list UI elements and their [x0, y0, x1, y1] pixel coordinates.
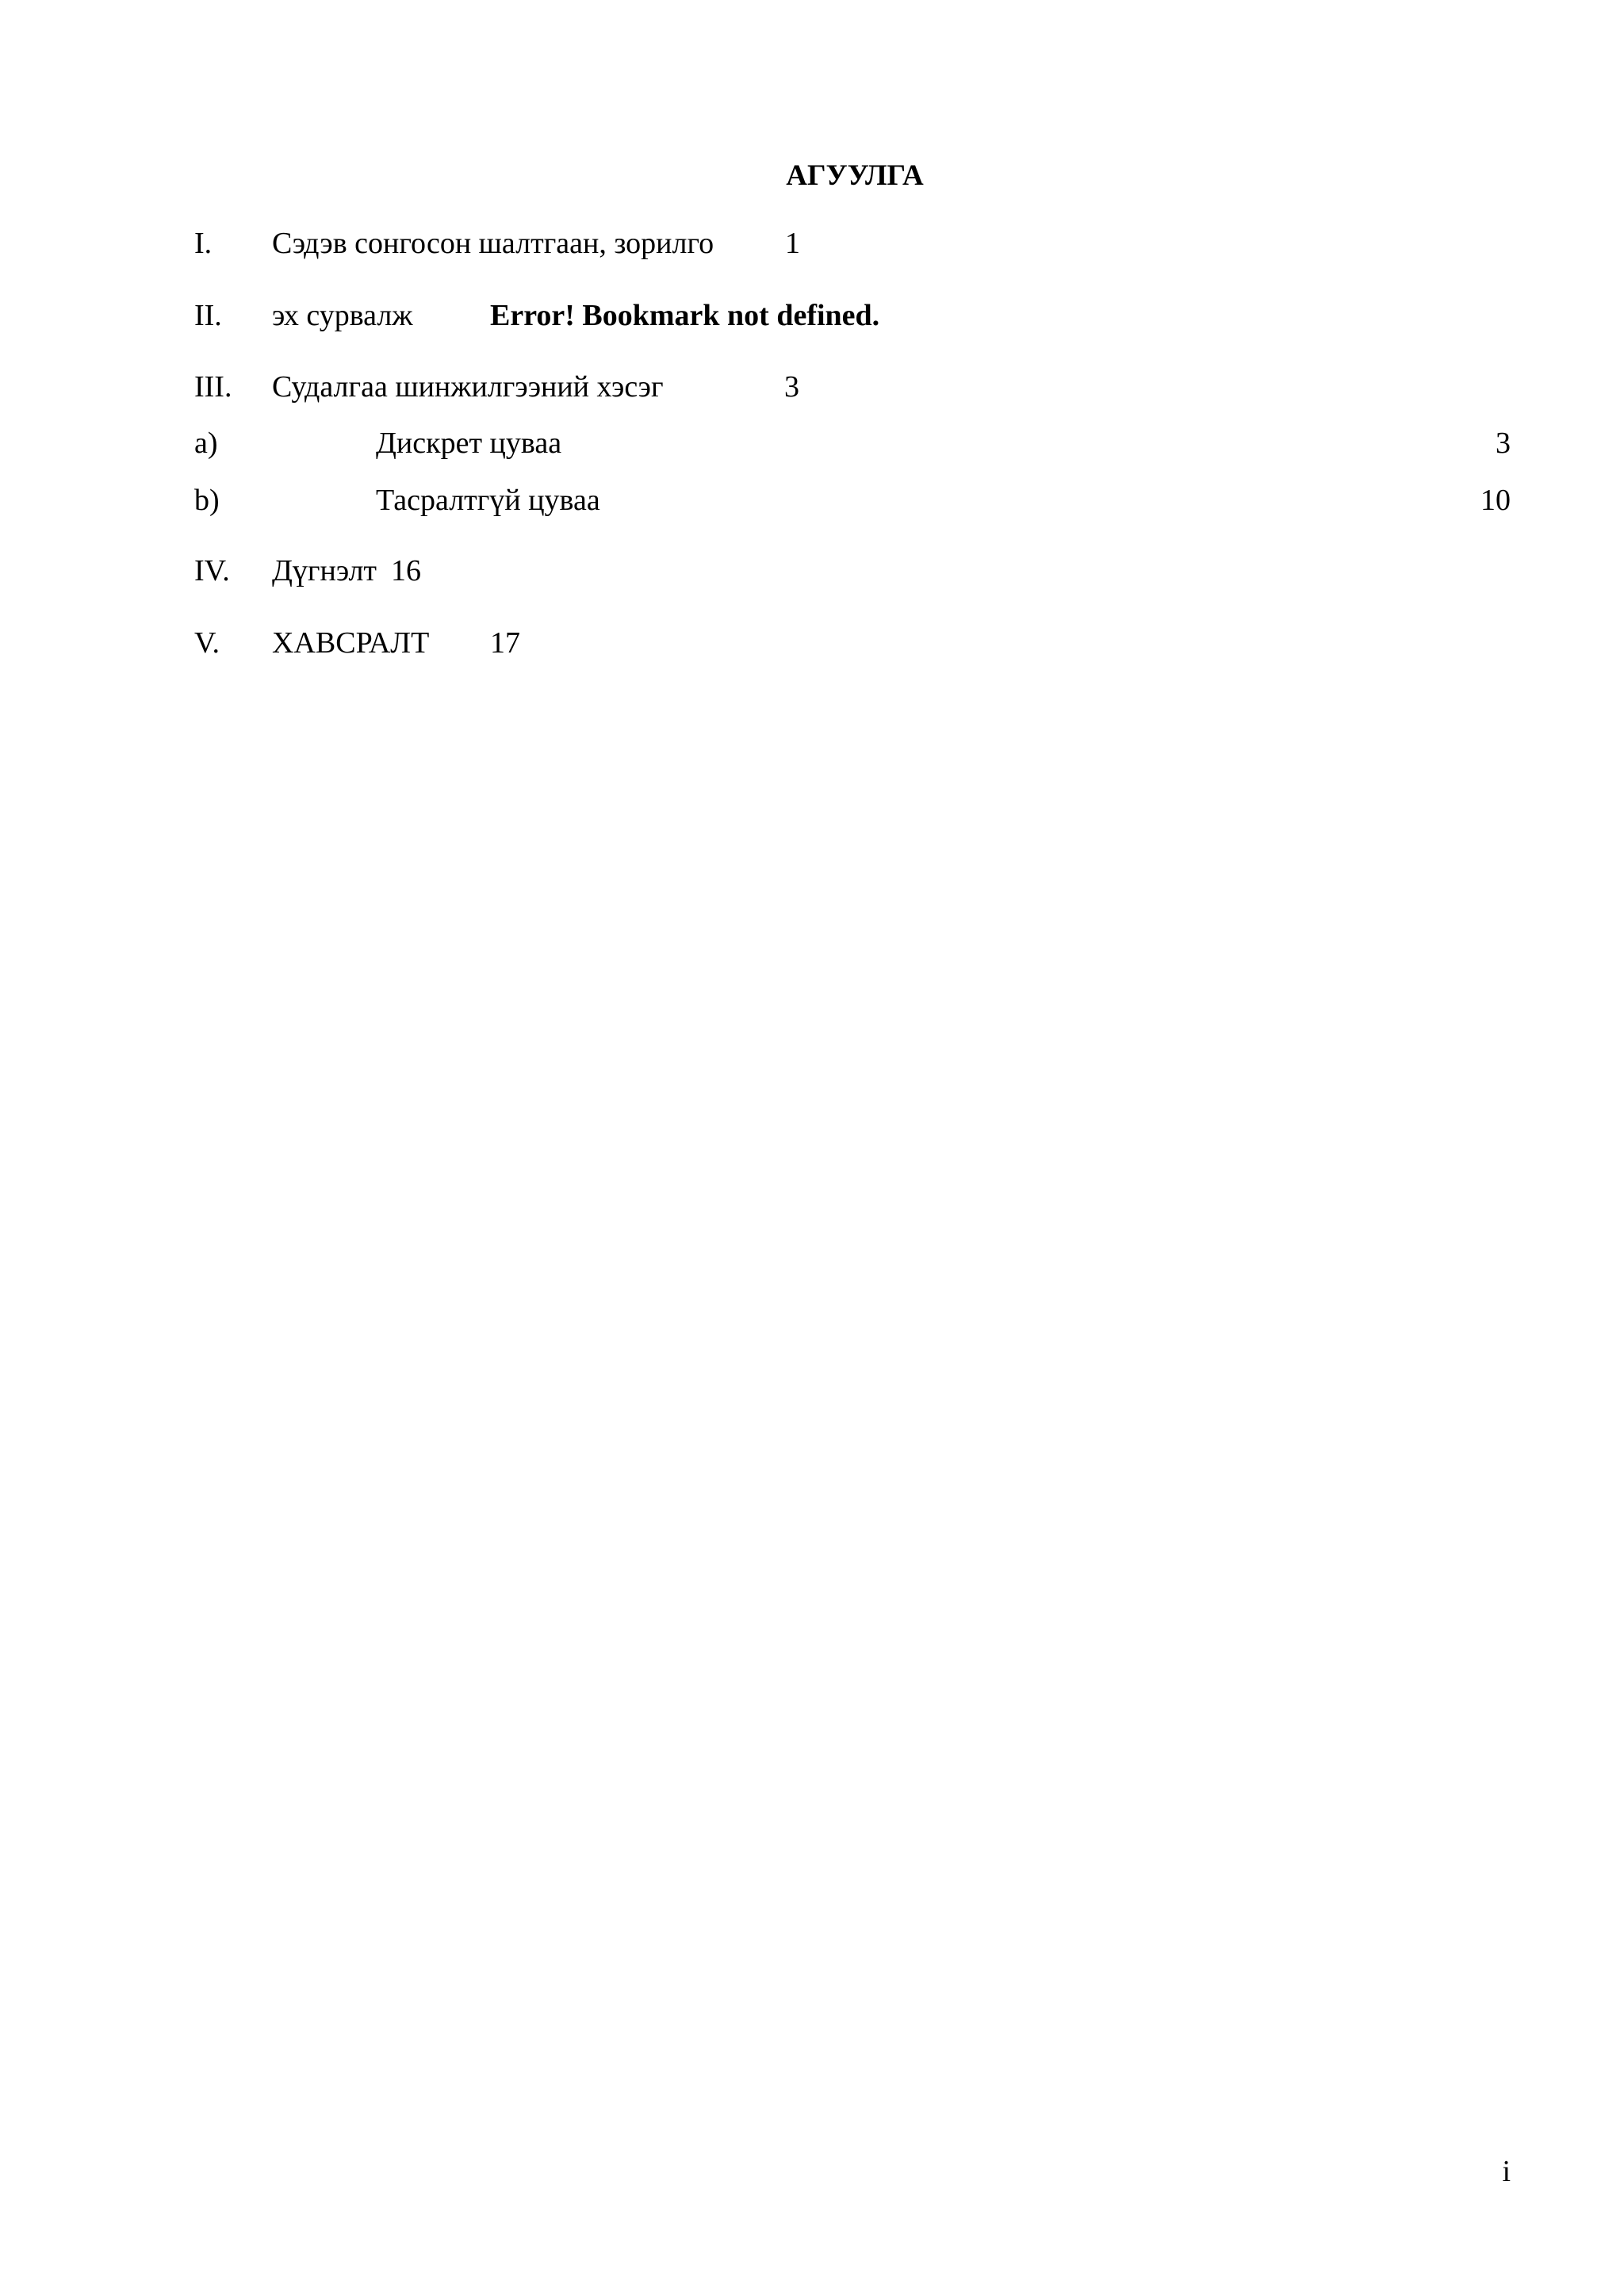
toc-entry-page: 17 [490, 626, 520, 660]
toc-entry-label: Дүгнэлт [272, 554, 377, 587]
toc-entry-number: a) [194, 427, 218, 460]
toc-entry-label: Дискрет цуваа [376, 427, 562, 460]
toc-entry [0, 223, 1624, 264]
toc-entry-label: эх сурвалж [272, 299, 413, 332]
toc-entry-label: ХАВСРАЛТ [272, 626, 430, 660]
toc-entry-page-error: Error! Bookmark not defined. [490, 299, 880, 332]
toc-entry-label: Сэдэв сонгосон шалтгаан, зорилго [272, 227, 714, 260]
toc-entry-page: 10 [1480, 484, 1511, 517]
toc-entry [0, 622, 1624, 664]
toc-entry-number: IV. [194, 554, 230, 587]
toc-entry-number: b) [194, 484, 220, 517]
toc-subentry [0, 480, 1624, 521]
toc-entry-page: 3 [784, 370, 799, 404]
toc-entry-number: II. [194, 299, 222, 332]
toc-title: АГУУЛГА [786, 159, 924, 192]
toc-entry [0, 366, 1624, 408]
toc-entry-number: V. [194, 626, 220, 660]
toc-entry-number: I. [194, 227, 213, 260]
toc-entry-page: 3 [1496, 427, 1511, 460]
toc-entry [0, 550, 1624, 591]
page-number: i [1502, 2155, 1511, 2188]
toc-entry-page: 1 [785, 227, 800, 260]
toc-entry-page: 16 [391, 554, 421, 587]
toc-entry-label: Тасралтгүй цуваа [376, 484, 600, 517]
toc-subentry [0, 423, 1624, 464]
toc-entry [0, 295, 1624, 336]
toc-entry-label: Судалгаа шинжилгээний хэсэг [272, 370, 664, 404]
toc-entry-number: III. [194, 370, 232, 404]
